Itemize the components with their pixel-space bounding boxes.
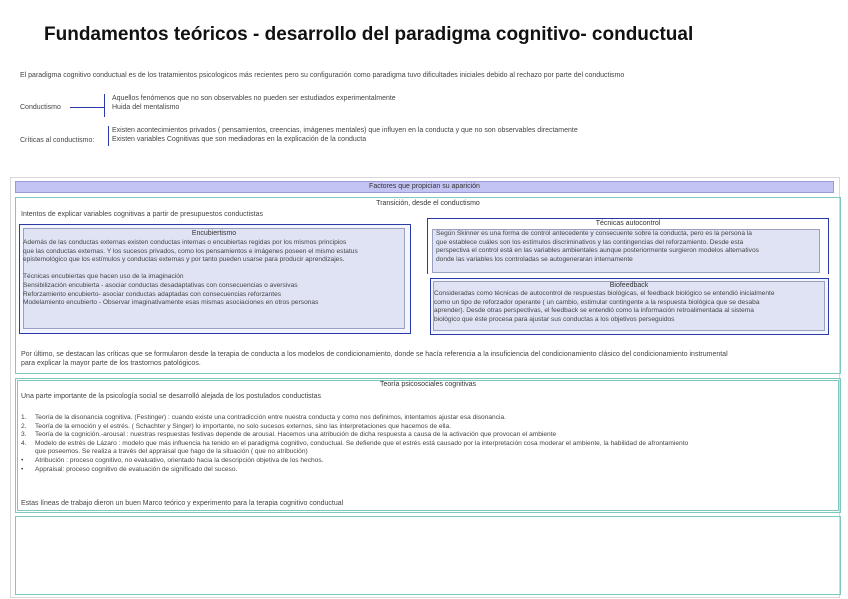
criticas-bracket [108,126,109,146]
list-item-text: Appraisal: proceso cognitivo de evaluación de significado del suceso. [35,465,238,473]
list-item [21,440,688,449]
list-item [21,414,688,423]
encubiertismo-box [19,224,411,334]
autocontrol-line: donde las variables los controladas se autogeneraran internamente [436,255,633,263]
empty-section [15,516,841,595]
conductismo-item-2: Huida del mentalismo [112,104,180,111]
encubiertismo-line: Modelamiento encubierto - Observar imaginativamente esas mismas asociaciones en otros personas [23,299,319,307]
criticas-item-1: Existen acontecimientos privados ( pensamientos, creencias, imágenes mentales) que influyen en la conducta y que no son observables directamente [112,127,578,134]
list-item-text: Teoría de la cognición.-arousal : nuestras respuestas festivas depende de arousal. Hacemos una atribución de dicha respuesta a causa de la activación que provocan el ambiente [35,431,557,439]
autocontrol-box [427,218,829,274]
conductismo-connector [70,107,104,108]
encubiertismo-line: Reforzamiento encubierto- asociar conductas adaptadas con consecuencias reforzantes [23,290,282,298]
list-marker: 2. [21,422,27,430]
list-marker: • [21,465,24,473]
autocontrol-line: que establece cuáles son los estímulos discriminativos y las contingencias del reforzamiento. Desde esta [436,238,744,246]
list-item-text: Atribución : proceso cognitivo, no evaluativo, orientado hacia la descripción objetiva de los hechos. [35,456,324,464]
psicosociales-list [21,414,688,474]
biofeedback-line: como un tipo de reforzador operante ( un cambio, estimular contingente a la respuesta biológica que se desaba [434,298,760,306]
psicosociales-intro: Una parte importante de la psicología social se desarrolló alejada de los postulados conductistas [21,393,322,400]
psicosociales-closing: Estas líneas de trabajo dieron un buen Marco teórico y experimento para la terapia cognitivo conductual [21,500,344,507]
biofeedback-line: Consideradas como técnicas de autocontrol de respuestas biológicas, el feedback biológico se entendió inicialmente [434,290,775,297]
autocontrol-line: Según Skinner es una forma de control antecedente y consecuente sobre la conducta, pero es la persona la [436,230,752,237]
transicion-intro: Intentos de explicar variables cognitivas a partir de presupuestos conductistas [21,211,264,218]
factores-header: Factores que propician su aparición [15,181,834,193]
list-item [21,466,688,475]
encubiertismo-line: que las conductas externas. Y los sucesos privados, como los pensamientos e imágenes poseen el mismo estatus [23,247,358,255]
criticas-item-2: Existen variables Cognitivas que son mediadoras en la explicación de la conducta [112,136,367,143]
biofeedback-box [430,278,829,335]
encubiertismo-line: Técnicas encubiertas que hacen uso de la imaginación [23,273,184,281]
transicion-footer-2: para explicar la mayor parte de los trastornos patológicos. [21,360,201,367]
encubiertismo-line: Sensibilización encubierta - asociar conductas desadaptativas con consecuencias o aversivas [23,281,298,289]
list-item-text: Teoría de la emoción y el estrés. ( Schachter y Singer) lo importante, no solo sucesos externos, sino las interpretaciones que hacemos de ella. [35,422,451,430]
intro-text: El paradigma cognitivo conductual es de los tratamientos psicologicos más recientes pero su configuración como paradigma tuvo dificultades iniciales debido al rechazo por parte del conductismo [20,72,625,79]
list-marker: 3. [21,431,27,439]
conductismo-bracket [104,94,105,117]
biofeedback-line: biológico que éste procesa para ajustar sus conductas a los objetivos perseguidos [434,315,675,323]
list-item-text: Modelo de estrés de Lázaro : modelo que más influencia ha tenido en el paradigma cognitivo, conductual. Se defiende que el estrés está causado por la interpretación cosa moderar el ambiente, la habilidad de afrontamiento [35,439,689,447]
list-item [21,448,688,457]
encubiertismo-spacer [23,265,358,274]
list-marker: • [21,456,24,464]
autocontrol-line: perspectiva el control está en las variables ambientales aunque posteriormente surgieron modelos alternativos [436,247,759,255]
encubiertismo-title: Encubiertismo [191,230,237,237]
list-marker: 4. [21,439,27,447]
biofeedback-line: aprender). Desde otras perspectivas, el feedback se entendió como la información retroalimentada al sistema [434,307,754,315]
transicion-title: Transición, desde el conductismo [376,200,480,207]
list-item [21,457,688,466]
conductismo-item-1: Aquellos fenómenos que no son observables no pueden ser estudiados experimentalmente [112,95,396,102]
conductismo-label: Conductismo [20,104,61,111]
page-title: Fundamentos teóricos - desarrollo del paradigma cognitivo- conductual [44,24,694,45]
list-marker: 1. [21,414,27,421]
encubiertismo-line: epistemológico que los estímulos y conductas externas y por tanto pueden usarse para producir aprendizajes. [23,256,345,264]
transicion-footer-1: Por último, se destacan las críticas que se formularon desde la terapia de conducta a los modelos de condicionamiento, donde se hacía referencia a la insuficiencia del condicionamiento clásico del condicionamiento instrumental [21,351,728,358]
autocontrol-title: Técnicas autocontrol [595,220,661,227]
encubiertismo-line: Además de las conductas externas existen conductas internas o encubiertas regidas por los mismos principios [23,239,347,246]
biofeedback-title: Biofeedback [609,282,649,289]
list-item-text: que poseemos. Se realiza a través del appraisal que hago de la situación ( que no atribución) [35,448,308,456]
list-item [21,423,688,432]
list-item [21,431,688,440]
list-item-text: Teoría de la disonancia cognitiva. (Festinger) : cuando existe una contradicción entre nuestra conducta y como nos definimos, intentamos ajustar esa disonancia. [35,414,506,421]
psicosociales-title: Teoría psicosociales cognitivas [379,381,477,388]
criticas-label: Críticas al conductismo: [20,137,95,144]
